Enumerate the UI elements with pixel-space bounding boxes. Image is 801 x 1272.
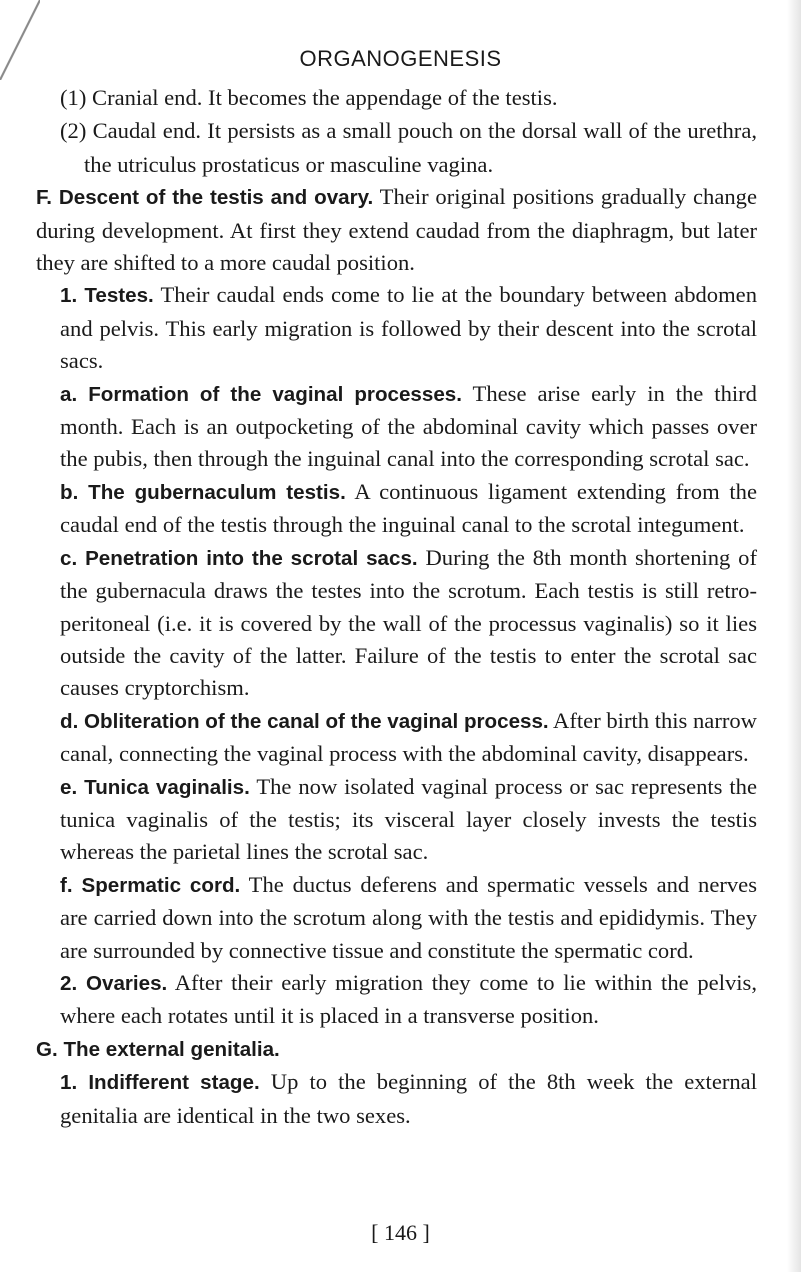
running-header: ORGANOGENESIS [299,46,502,71]
page-number: [ 146 ] [371,1220,430,1245]
paragraph-penetration: c. Penetration into the scrotal sacs. During the 8th month shortening of the gubernacula draws the testes into the scrotum. Each testis is still retro-peritoneal (i.e. it is covered by the wall of the processus vaginalis) so it lies outside the cavity of the latter. Failure of the testis to enter the scrotal sac causes cryptorchism. [60,544,757,701]
page-gutter-shadow [787,0,801,1272]
heading-spermatic-cord: f. Spermatic cord. [60,873,241,897]
paragraph-ovaries: 2. Ovaries. After their early migration they come to lie within the pelvis, where each rotates until it is placed in a transverse position. [60,969,757,1029]
heading-penetration: c. Penetration into the scrotal sacs. [60,546,418,570]
heading-obliteration: d. Obliteration of the canal of the vaginal process. [60,709,549,733]
paragraph-obliteration: d. Obliteration of the canal of the vaginal process. After birth this narrow canal, connecting the vaginal process with the abdominal cavity, disappears. [60,707,757,767]
page-body [36,82,757,1132]
paragraph-descent-heading: F. Descent of the testis and ovary. Their original positions gradually change during development. At first they extend caudad from the diaphragm, but later they are shifted to a more caudal position. [36,184,757,276]
heading-gubernaculum: b. The gubernaculum testis. [60,480,346,504]
heading-indifferent-stage: 1. Indifferent stage. [60,1071,260,1095]
heading-descent: F. Descent of the testis and ovary. [36,186,374,210]
paragraph-spermatic-cord: f. Spermatic cord. The ductus deferens and spermatic vessels and nerves are carried down into the scrotum along with the testis and epididymis. They are surrounded by connective tissue and constitute the spermatic cord. [60,871,758,963]
paragraph-external-genitalia [36,1033,757,1066]
heading-vaginal-processes: a. Formation of the vaginal processes. [60,382,462,406]
paragraph-vaginal-processes: a. Formation of the vaginal processes. These arise early in the third month. Each is an outpocketing of the abdominal cavity which passes over the pubis, then through the inguinal canal into the corresponding scrotal sac. [60,380,757,472]
paragraph-gubernaculum: b. The gubernaculum testis. A continuous ligament extending from the caudal end of the testis through the inguinal canal to the scrotal integument. [60,478,758,538]
paragraph-caudal-end: (2) Caudal end. It persists as a small pouch on the dorsal wall of the urethra, the utriculus prostaticus or masculine vagina. [60,118,757,177]
heading-external-genitalia: G. The external genitalia. [36,1037,280,1061]
heading-ovaries: 2. Ovaries. [60,971,168,995]
paragraph-cranial-end: (1) Cranial end. It becomes the appendage of the testis. [60,85,558,110]
paragraph-testes: 1. Testes. Their caudal ends come to lie at the boundary between abdomen and pelvis. This early migration is followed by their descent into the scrotal sacs. [60,282,758,374]
heading-tunica-vaginalis: e. Tunica vaginalis. [60,775,250,799]
paragraph-indifferent-stage: 1. Indifferent stage. Up to the beginning of the 8th week the external genitalia are identical in the two sexes. [60,1069,757,1128]
heading-testes: 1. Testes. [60,284,154,308]
paragraph-tunica-vaginalis: e. Tunica vaginalis. The now isolated vaginal process or sac represents the tunica vaginalis of the testis; its visceral layer closely invests the testis whereas the parietal lines the scrotal sac. [60,773,757,865]
